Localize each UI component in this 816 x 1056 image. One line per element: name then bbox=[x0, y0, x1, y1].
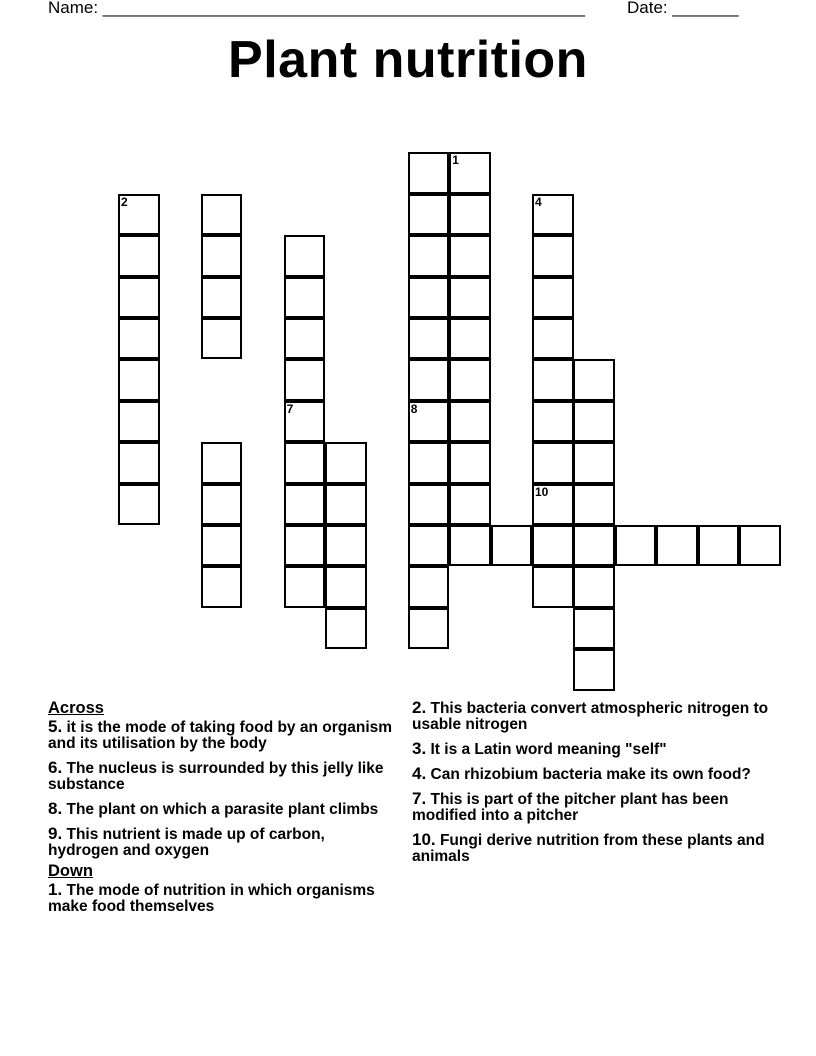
clue-text: This is part of the pitcher plant has been modified into a pitcher bbox=[412, 791, 729, 824]
crossword-cell[interactable] bbox=[284, 442, 326, 484]
date-field-label: Date: _______ bbox=[627, 0, 739, 17]
clue-across-6 bbox=[48, 760, 393, 793]
clue-down-1 bbox=[48, 882, 393, 915]
crossword-cell[interactable] bbox=[408, 566, 450, 608]
crossword-cell[interactable] bbox=[408, 277, 450, 319]
crossword-cell[interactable] bbox=[532, 484, 574, 526]
crossword-cell[interactable] bbox=[449, 484, 491, 526]
crossword-cell[interactable] bbox=[325, 484, 367, 526]
crossword-cell[interactable] bbox=[201, 277, 243, 319]
clue-number: 3. bbox=[412, 739, 427, 758]
crossword-cell[interactable] bbox=[573, 649, 615, 691]
crossword-cell[interactable] bbox=[408, 359, 450, 401]
cell-number: 2 bbox=[121, 194, 128, 209]
crossword-cell[interactable] bbox=[408, 194, 450, 236]
crossword-cell[interactable] bbox=[118, 401, 160, 443]
crossword-cell[interactable] bbox=[408, 318, 450, 360]
crossword-cell[interactable] bbox=[284, 484, 326, 526]
clue-down-3 bbox=[412, 741, 772, 758]
crossword-cell[interactable] bbox=[408, 401, 450, 443]
clue-across-8 bbox=[48, 801, 393, 818]
clue-across-5 bbox=[48, 719, 393, 752]
crossword-cell[interactable] bbox=[201, 318, 243, 360]
clue-number: 7. bbox=[412, 789, 427, 808]
crossword-cell[interactable] bbox=[325, 608, 367, 650]
crossword-cell[interactable] bbox=[532, 442, 574, 484]
crossword-cell[interactable] bbox=[656, 525, 698, 567]
cell-number: 8 bbox=[410, 401, 418, 416]
crossword-cell[interactable] bbox=[408, 235, 450, 277]
clue-text: This bacteria convert atmospheric nitrogen to usable nitrogen bbox=[412, 700, 769, 733]
crossword-cell[interactable] bbox=[573, 442, 615, 484]
crossword-cell[interactable] bbox=[201, 525, 243, 567]
cell-number: 1 bbox=[452, 153, 459, 168]
clues-left-column bbox=[48, 700, 393, 923]
crossword-cell[interactable] bbox=[532, 277, 574, 319]
crossword-cell[interactable] bbox=[573, 566, 615, 608]
crossword-cell[interactable] bbox=[573, 484, 615, 526]
crossword-cell[interactable] bbox=[408, 525, 450, 567]
crossword-cell[interactable] bbox=[491, 525, 533, 567]
crossword-cell[interactable] bbox=[201, 442, 243, 484]
crossword-cell[interactable] bbox=[698, 525, 740, 567]
crossword-cell[interactable] bbox=[118, 484, 160, 526]
clue-text: This nutrient is made up of carbon, hydrogen and oxygen bbox=[48, 826, 325, 859]
crossword-cell[interactable] bbox=[118, 359, 160, 401]
clue-text: it is the mode of taking food by an organism and its utilisation by the body bbox=[48, 719, 393, 752]
crossword-cell[interactable] bbox=[284, 401, 326, 443]
clue-across-9 bbox=[48, 826, 393, 859]
crossword-cell[interactable] bbox=[325, 525, 367, 567]
clue-number: 5. bbox=[48, 717, 63, 736]
crossword-cell[interactable] bbox=[449, 152, 491, 194]
crossword-cell[interactable] bbox=[284, 525, 326, 567]
clue-number: 4. bbox=[412, 764, 427, 783]
page-title: Plant nutrition bbox=[228, 31, 588, 89]
crossword-cell[interactable] bbox=[532, 359, 574, 401]
cell-number: 10 bbox=[535, 484, 549, 499]
clue-text: The nucleus is surrounded by this jelly like substance bbox=[48, 760, 384, 793]
crossword-cell[interactable] bbox=[573, 608, 615, 650]
clue-text: The plant on which a parasite plant climbs bbox=[66, 801, 379, 818]
clue-down-4 bbox=[412, 766, 772, 783]
crossword-cell[interactable] bbox=[532, 525, 574, 567]
crossword-cell[interactable] bbox=[201, 194, 243, 236]
crossword-cell[interactable] bbox=[532, 566, 574, 608]
crossword-cell[interactable] bbox=[408, 484, 450, 526]
crossword-cell[interactable] bbox=[118, 194, 160, 236]
cell-number: 4 bbox=[535, 194, 542, 209]
crossword-cell[interactable] bbox=[118, 235, 160, 277]
clue-number: 8. bbox=[48, 799, 63, 818]
across-heading: Across bbox=[48, 699, 104, 717]
crossword-cell[interactable] bbox=[408, 608, 450, 650]
clue-number: 2. bbox=[412, 698, 427, 717]
crossword-cell[interactable] bbox=[325, 442, 367, 484]
clue-number: 9. bbox=[48, 824, 63, 843]
crossword-cell[interactable] bbox=[284, 318, 326, 360]
crossword-cell[interactable] bbox=[449, 194, 491, 236]
crossword-cell[interactable] bbox=[118, 318, 160, 360]
cell-number: 7 bbox=[286, 401, 294, 416]
crossword-cell[interactable] bbox=[449, 235, 491, 277]
name-field-label: Name: ___________________________________________________ bbox=[48, 0, 585, 17]
crossword-cell[interactable] bbox=[284, 235, 326, 277]
crossword-cell[interactable] bbox=[532, 235, 574, 277]
crossword-cell[interactable] bbox=[449, 359, 491, 401]
clue-text: The mode of nutrition in which organisms make food themselves bbox=[48, 882, 375, 915]
clue-text: Fungi derive nutrition from these plants and animals bbox=[412, 832, 765, 865]
crossword-cell[interactable] bbox=[573, 525, 615, 567]
crossword-cell[interactable] bbox=[201, 235, 243, 277]
crossword-cell[interactable] bbox=[284, 566, 326, 608]
clue-number: 6. bbox=[48, 758, 63, 777]
crossword-cell[interactable] bbox=[449, 277, 491, 319]
crossword-cell[interactable] bbox=[573, 359, 615, 401]
crossword-cell[interactable] bbox=[532, 401, 574, 443]
crossword-cell[interactable] bbox=[118, 277, 160, 319]
crossword-cell[interactable] bbox=[532, 194, 574, 236]
clue-down-10 bbox=[412, 832, 772, 865]
crossword-cell[interactable] bbox=[325, 566, 367, 608]
crossword-cell[interactable] bbox=[449, 525, 491, 567]
clue-text: It is a Latin word meaning "self" bbox=[430, 741, 667, 758]
crossword-cell[interactable] bbox=[408, 152, 450, 194]
crossword-cell[interactable] bbox=[408, 442, 450, 484]
crossword-cell[interactable] bbox=[739, 525, 781, 567]
crossword-cell[interactable] bbox=[449, 401, 491, 443]
clue-down-2 bbox=[412, 700, 772, 733]
crossword-cell[interactable] bbox=[284, 359, 326, 401]
clue-number: 1. bbox=[48, 880, 63, 899]
clue-text: Can rhizobium bacteria make its own food? bbox=[430, 766, 751, 783]
crossword-cell[interactable] bbox=[284, 277, 326, 319]
crossword-cell[interactable] bbox=[118, 442, 160, 484]
crossword-cell[interactable] bbox=[532, 318, 574, 360]
crossword-cell[interactable] bbox=[573, 401, 615, 443]
crossword-cell[interactable] bbox=[449, 318, 491, 360]
crossword-cell[interactable] bbox=[201, 566, 243, 608]
clue-number: 10. bbox=[412, 830, 436, 849]
down-heading: Down bbox=[48, 862, 93, 880]
crossword-cell[interactable] bbox=[201, 484, 243, 526]
crossword-cell[interactable] bbox=[615, 525, 657, 567]
crossword-cell[interactable] bbox=[449, 442, 491, 484]
clue-down-7 bbox=[412, 791, 772, 824]
clues-right-column bbox=[412, 700, 772, 873]
